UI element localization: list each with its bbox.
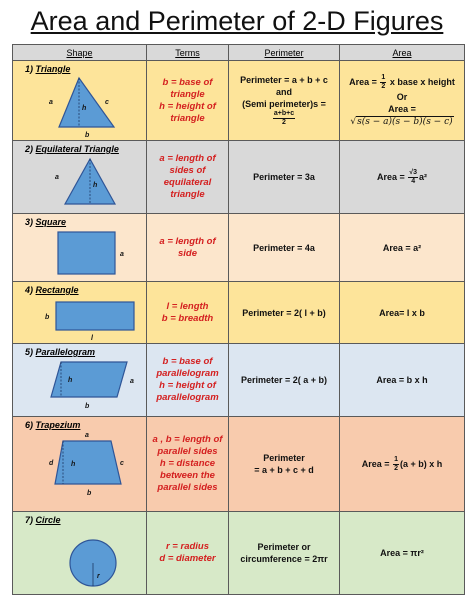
terms-line: a , b = length of [152,434,223,445]
perimeter-trapezium [229,417,340,512]
shape-name: Square [35,217,67,227]
terms-line: parallelogram [156,368,219,379]
shape-name: Rectangle [35,285,79,295]
perimeter-line: = a + b + c + d [254,465,314,475]
row-circle [13,512,465,595]
circle-figure [13,512,147,595]
label-d: d [49,460,54,467]
triangle-figure [13,61,147,141]
header-shape: Shape [13,45,147,61]
shape-name: Parallelogram [35,347,96,357]
parallelogram-shape [51,362,127,397]
formula-table [12,44,465,595]
row-square [13,214,465,282]
terms-line: b = breadth [161,312,214,324]
area-line: Area = a² [382,242,422,253]
perimeter-circle [229,512,340,595]
label-a: a [120,251,124,258]
trapezium-shape [55,441,121,484]
area-equilateral [340,141,465,214]
fraction-denominator: 2 [282,119,286,126]
perimeter-line: Perimeter = 2( l + b) [242,307,326,318]
label-a: a [55,174,59,181]
terms-triangle [147,61,229,141]
terms-line: sides of [169,165,206,176]
area-line: Area= l x b [379,307,425,318]
terms-line: r = radius [165,541,210,552]
shape-cell-rectangle [13,282,147,344]
terms-parallelogram [147,344,229,417]
terms-square [147,214,229,282]
area-suffix: a² [419,171,428,182]
rectangle-shape [56,302,134,330]
shape-number: 7) [25,515,34,525]
terms-line: equilateral [163,177,212,188]
row-parallelogram [13,344,465,417]
area-prefix: Area = [349,76,377,87]
perimeter-square [229,214,340,282]
perimeter-line: Perimeter = 4a [253,242,315,253]
area-parallelogram [340,344,465,417]
terms-line: parallel sides [157,446,218,457]
shape-number: 5) [25,347,34,357]
label-a: a [85,432,89,439]
row-trapezium [13,417,465,512]
area-rectangle [340,282,465,344]
label-c: c [105,99,109,106]
root3-fraction [408,169,418,186]
label-c: c [120,460,124,467]
parallelogram-figure [13,344,147,417]
shape-cell-triangle [13,61,147,141]
terms-line: between the [160,470,215,481]
area-or: Or [396,91,408,102]
label-h: h [71,461,76,468]
label-b: b [85,403,90,410]
shape-cell-parallelogram [13,344,147,417]
area-suffix: (a + b) x h [399,458,443,469]
fraction-numerator: a+b+c [273,110,295,117]
area-circle [340,512,465,595]
shape-name: Circle [35,515,61,525]
terms-rectangle [147,282,229,344]
perimeter-line: Perimeter [263,453,305,463]
terms-line: h = height of [159,100,216,112]
terms-line: h = distance [159,458,216,469]
label-h: h [93,182,98,189]
perimeter-rectangle [229,282,340,344]
terms-line: triangle [170,189,205,200]
fraction-denominator: 2 [381,82,386,90]
shape-number: 1) [25,64,34,74]
half-fraction [380,74,386,91]
perimeter-line: Perimeter = a + b + c [240,75,328,85]
terms-line: h = height of [159,380,216,391]
label-b: b [85,132,90,139]
terms-line: parallelogram [156,392,219,403]
terms-line: a = length of [159,235,216,247]
shape-number: 6) [25,420,34,430]
terms-trapezium [147,417,229,512]
terms-line: a = length of [159,153,216,164]
label-a: a [49,99,53,106]
semi-perimeter-fraction [273,110,295,127]
area-heron-label: Area = [388,103,416,114]
shape-name: Equilateral Triangle [35,144,119,154]
area-triangle [340,61,465,141]
perimeter-line: Perimeter = 2( a + b) [240,375,328,385]
header-area: Area [340,45,465,61]
fraction-numerator: 1 [381,73,386,81]
row-rectangle [13,282,465,344]
area-line: Area = b x h [376,375,428,385]
perimeter-parallelogram [229,344,340,417]
row-equilateral-triangle [13,141,465,214]
perimeter-line: Perimeter = 3a [253,172,315,182]
perimeter-line: circumference = 2πr [240,554,328,564]
terms-line: parallel sides [157,482,218,493]
heron-formula: √s(s − a)(s − b)(s − c) [350,116,453,127]
label-b: b [45,314,50,321]
terms-line: triangle [170,88,205,100]
equilateral-figure [13,141,147,214]
perimeter-line: (Semi perimeter)s = [242,99,326,109]
square-figure [13,214,147,282]
area-trapezium [340,417,465,512]
square-shape [58,232,115,274]
header-terms: Terms [147,45,229,61]
shape-number: 2) [25,144,34,154]
shape-number: 3) [25,217,34,227]
area-line: Area = πr² [380,548,424,558]
shape-number: 4) [25,285,34,295]
area-suffix: x base x height [389,76,455,87]
perimeter-line: Perimeter or [257,542,311,552]
perimeter-triangle [229,61,340,141]
shape-name: Triangle [35,64,71,74]
perimeter-line: and [275,87,292,97]
shape-cell-equilateral [13,141,147,214]
fraction-numerator: √3 [409,168,418,176]
terms-equilateral [147,141,229,214]
sqrt-body: s(s − a)(s − b)(s − c) [357,116,453,127]
fraction-denominator: 4 [411,177,416,185]
terms-line: side [177,247,197,259]
terms-line: triangle [170,112,205,124]
label-r: r [97,573,100,580]
terms-circle [147,512,229,595]
label-h: h [82,105,87,112]
terms-line: l = length [166,300,209,312]
trapezium-figure [13,417,147,512]
shape-cell-circle [13,512,147,595]
rectangle-figure [13,282,147,344]
area-square [340,214,465,282]
label-l: l [91,335,93,342]
shape-cell-square [13,214,147,282]
row-triangle [13,61,465,141]
fraction-denominator: 2 [394,464,398,472]
label-h: h [68,377,73,384]
terms-line: d = diameter [159,553,216,564]
area-prefix: Area = [361,458,390,469]
header-perimeter: Perimeter [229,45,340,61]
fraction-numerator: 1 [394,455,398,463]
terms-line: b = base of [162,356,213,367]
area-prefix: Area = [376,171,405,182]
half-fraction [393,456,399,473]
shape-cell-trapezium [13,417,147,512]
terms-line: b = base of [162,76,213,88]
label-b: b [87,490,92,497]
label-a: a [130,378,134,385]
header-row [13,45,465,61]
shape-name: Trapezium [35,420,81,430]
perimeter-equilateral [229,141,340,214]
page-title: Area and Perimeter of 2-D Figures [30,6,444,36]
